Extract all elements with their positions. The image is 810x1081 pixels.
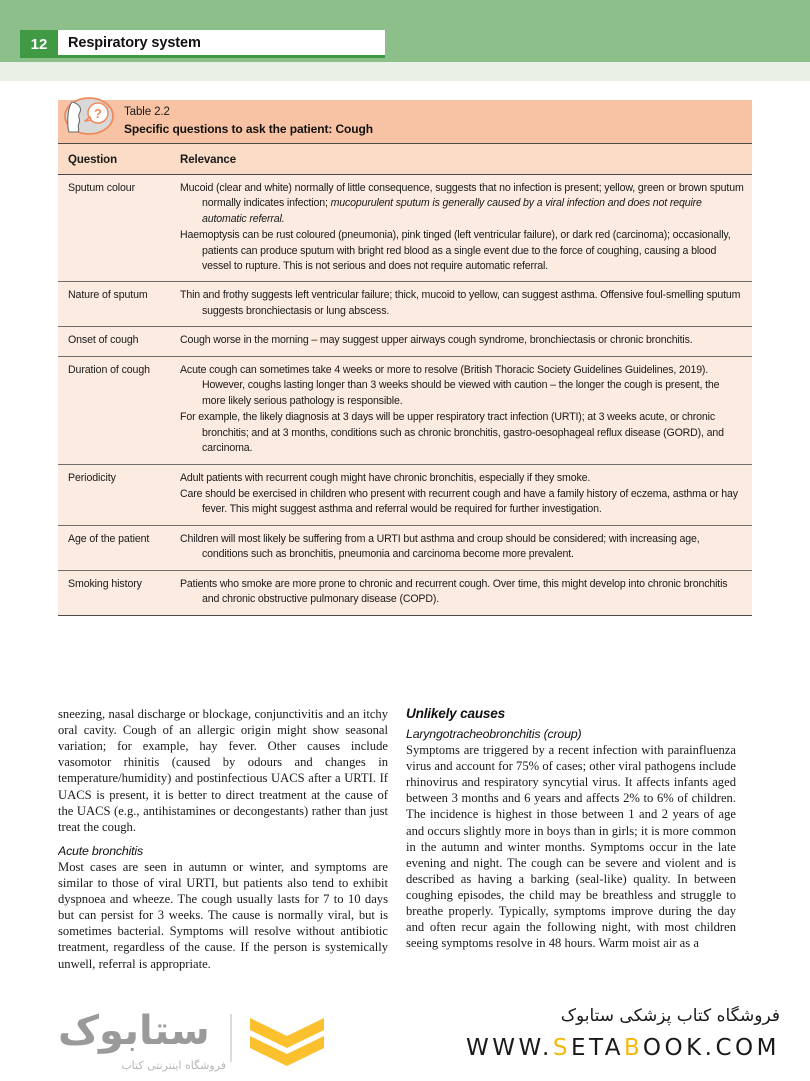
chapter-title-box — [58, 30, 385, 58]
paragraph-croup: Symptoms are triggered by a recent infection with parainfluenza virus and account for 75% of cases; other viral pathogens include rhinovirus and respiratory syncytial virus. It affects infants aged between 3 months and 6 years and affects 2% to 6% of children. The incidence is highest in those between 1 and 2 years of age and occurs slightly more in boys than in girls; it is more common in the autumn and winter months. Symptoms occur in the late evening and night. The cough can be severe and violent and is described as having a barking (seal-like) quality. In between coughing episodes, the child may be breathless and struggle to breathe properly. Typically, symptoms improve during the day and often recur again the following night, with most children seeing symptoms resolve in 48 hours. Warm moist air as a — [406, 743, 736, 951]
table-row — [58, 282, 752, 327]
footer-branding — [360, 1002, 780, 1061]
relevance-text: For example, the likely diagnosis at 3 days will be upper respiratory tract infection (URTI); at 3 weeks acute, or chronic bronchitis; and at 3 months, conditions such as chronic bronchitis, gastro-oesophageal reflux disease (GORD), and carcinoma. — [180, 411, 724, 455]
patient-question-icon — [63, 95, 115, 137]
table-2-2 — [58, 100, 752, 616]
row-question: Age of the patient — [68, 532, 150, 545]
row-relevance — [180, 288, 744, 319]
row-relevance — [180, 471, 744, 518]
relevance-text: Children will most likely be suffering from a URTI but asthma and croup should be considered; with increasing age, conditions such as bronchitis, pneumonia and carcinoma become more prevalent. — [180, 532, 700, 561]
table-row — [58, 571, 752, 616]
row-relevance — [180, 181, 744, 275]
row-question: Sputum colour — [68, 181, 136, 194]
table-row — [58, 465, 752, 526]
row-relevance — [180, 363, 744, 457]
left-column — [58, 706, 388, 972]
url-highlight-s: S — [552, 1034, 571, 1061]
page-number-badge: 12 — [20, 30, 58, 58]
relevance-italic-text: mucopurulent sputum is generally caused by a viral infection and does not require automatic referral. — [202, 197, 702, 225]
footer-watermark — [0, 997, 810, 1081]
setabook-logo — [58, 1006, 338, 1072]
right-column — [406, 706, 736, 951]
table-row — [58, 175, 752, 283]
url-prefix: WWW. — [465, 1034, 553, 1061]
logo-subtitle: فروشگاه اینترنتی کتاب — [121, 1059, 226, 1072]
chapter-title: Respiratory system — [68, 34, 201, 51]
table-row — [58, 327, 752, 356]
row-relevance — [180, 333, 744, 348]
url-suffix: OOK.COM — [642, 1034, 780, 1061]
svg-text:?: ? — [94, 106, 102, 121]
table-row — [58, 357, 752, 465]
table-header — [58, 100, 752, 144]
row-question: Duration of cough — [68, 363, 150, 376]
row-question: Periodicity — [68, 471, 116, 484]
table-caption: Specific questions to ask the patient: Cough — [124, 121, 373, 136]
url-eta: ETA — [570, 1034, 625, 1061]
url-highlight-b: B — [624, 1034, 643, 1061]
row-relevance — [180, 532, 744, 563]
relevance-text: Acute cough can sometimes take 4 weeks or more to resolve (British Thoracic Society Guidelines Guidelines, 2019). However, coughs lasting longer than 3 weeks should be viewed with caution – the longer the cough is present, the more likely serious pathology is responsible. — [180, 363, 720, 407]
heading-unlikely-causes: Unlikely causes — [406, 706, 506, 721]
column-header-question: Question — [68, 153, 118, 166]
relevance-text: Thin and frothy suggests left ventricular failure; thick, mucoid to yellow, can suggest asthma. Offensive foul-smelling sputum suggests bronchiectasis or lung abscess. — [180, 289, 741, 317]
heading-acute-bronchitis: Acute bronchitis — [58, 843, 143, 858]
heading-croup: Laryngotracheobronchitis (croup) — [406, 727, 582, 741]
relevance-text: Mucoid (clear and white) normally of little consequence, suggests that no infection is present; yellow, green or brown sputum normally indicates infection; — [180, 181, 744, 210]
column-header-relevance: Relevance — [180, 153, 236, 166]
body-columns — [58, 706, 752, 1002]
relevance-text: Haemoptysis can be rust coloured (pneumonia), pink tinged (left ventricular failure), or dark red (carcinoma); occasionally, patients can produce sputum with bright red blood as a single event due to the force of coughing, causing a blood vessel to rupture. This is not serious and does not require automatic referral. — [180, 229, 731, 272]
row-relevance — [180, 577, 744, 608]
row-question: Nature of sputum — [68, 289, 148, 302]
row-question: Onset of cough — [68, 334, 139, 347]
table-column-headers — [58, 144, 752, 175]
row-question: Smoking history — [68, 577, 142, 590]
header-band-lower — [0, 62, 810, 81]
relevance-text: Adult patients with recurrent cough might have chronic bronchitis, especially if they smoke. — [180, 471, 591, 484]
relevance-text: Care should be exercised in children who present with recurrent cough and have a family history of eczema, asthma or hay fever. This might suggest asthma and referral would be required for further investigation. — [180, 487, 738, 516]
paragraph-continued: sneezing, nasal discharge or blockage, conjunctivitis and an itchy oral cavity. Cough of an allergic origin might show seasonal variation; for example, hay fever. Other causes include vasomotor rhinitis (caused by odours and changes in temperature/humidity) and postinfectious UACS after a URTI. If UACS is present, it is better to direct treatment at the cause of the UACS (e.g., antihistamines or decongestants) rather than just treat the cough. — [58, 707, 388, 834]
paragraph-acute-bronchitis: Most cases are seen in autumn or winter, and symptoms are similar to those of viral URTI, but patients also tend to exhibit dyspnoea and wheeze. The cough usually lasts for 7 to 10 days but can persist for 3 weeks. The cause is normally viral, but is sometimes bacterial. Symptoms will resolve without antibiotic treatment, regardless of the cause. If the person is systemically unwell, referral is appropriate. — [58, 859, 388, 971]
logo-divider — [230, 1014, 232, 1062]
chevron-stack-icon — [248, 1016, 326, 1068]
relevance-text: Cough worse in the morning – may suggest upper airways cough syndrome, bronchiectasis or chronic bronchitis. — [180, 334, 693, 347]
table-number: Table 2.2 — [124, 106, 170, 118]
footer-tagline-persian: فروشگاه کتاب پزشکی ستابوک — [560, 1006, 780, 1026]
table-row — [58, 526, 752, 571]
relevance-text: Patients who smoke are more prone to chronic and recurrent cough. Over time, this might develop into chronic bronchitis and chronic obstructive pulmonary disease (COPD). — [180, 577, 728, 606]
logo-wordmark: ستابوک — [58, 1008, 210, 1054]
footer-url — [360, 1035, 780, 1061]
